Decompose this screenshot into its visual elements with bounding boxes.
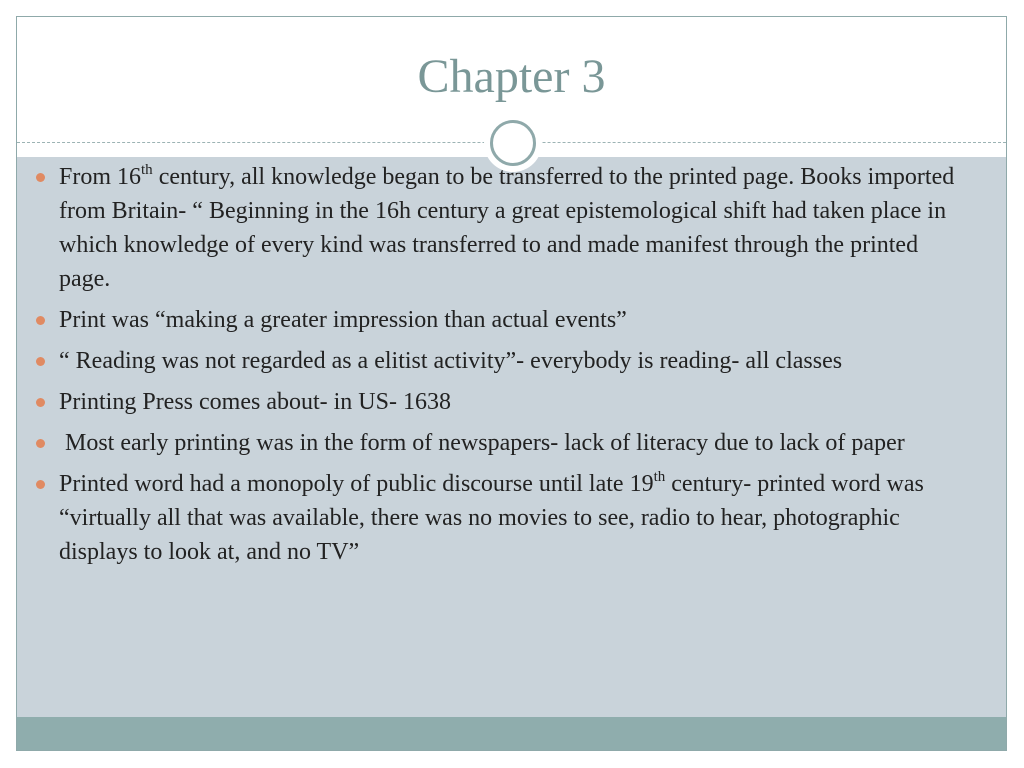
bullet-text: Most early printing was in the form of newspapers- lack of literacy due to lack of paper <box>59 430 905 456</box>
round-bullet-icon <box>36 398 45 407</box>
round-bullet-icon <box>36 357 45 366</box>
bullet-item <box>36 385 961 419</box>
bullet-text: Printed word had a monopoly of public discourse until late 19 <box>59 471 654 497</box>
bullet-item <box>36 160 961 296</box>
round-bullet-icon <box>36 316 45 325</box>
bullet-superscript: th <box>653 469 666 485</box>
bullet-item <box>36 426 961 460</box>
bullet-text-continued: century, all knowledge began to be transferred to the printed page. Books imported from Britain- “ Beginning in the 16h century a great epistemological shift had taken place in which knowledge of every kind was transferred to and made manifest through the printed page. <box>59 164 955 292</box>
bullet-item <box>36 344 961 378</box>
round-bullet-icon <box>36 439 45 448</box>
footer-bar <box>17 717 1006 751</box>
round-bullet-icon <box>36 173 45 182</box>
bullet-text-continued: century- printed word was “virtually all that was available, there was no movies to see, radio to hear, photographic displays to look at, and no TV” <box>59 471 924 565</box>
bullet-text: “ Reading was not regarded as a elitist activity”- everybody is reading- all classes <box>59 348 843 374</box>
bullet-item <box>36 303 961 337</box>
bullet-text: Printing Press comes about- in US- 1638 <box>59 389 451 415</box>
bullet-superscript: th <box>141 162 153 178</box>
slide-title: Chapter 3 <box>417 50 606 103</box>
bullet-item <box>36 467 961 569</box>
bullet-text: Print was “making a greater impression than actual events” <box>59 307 627 333</box>
bullet-text: From 16 <box>59 164 142 190</box>
bullet-list <box>36 160 961 576</box>
round-bullet-icon <box>36 480 45 489</box>
